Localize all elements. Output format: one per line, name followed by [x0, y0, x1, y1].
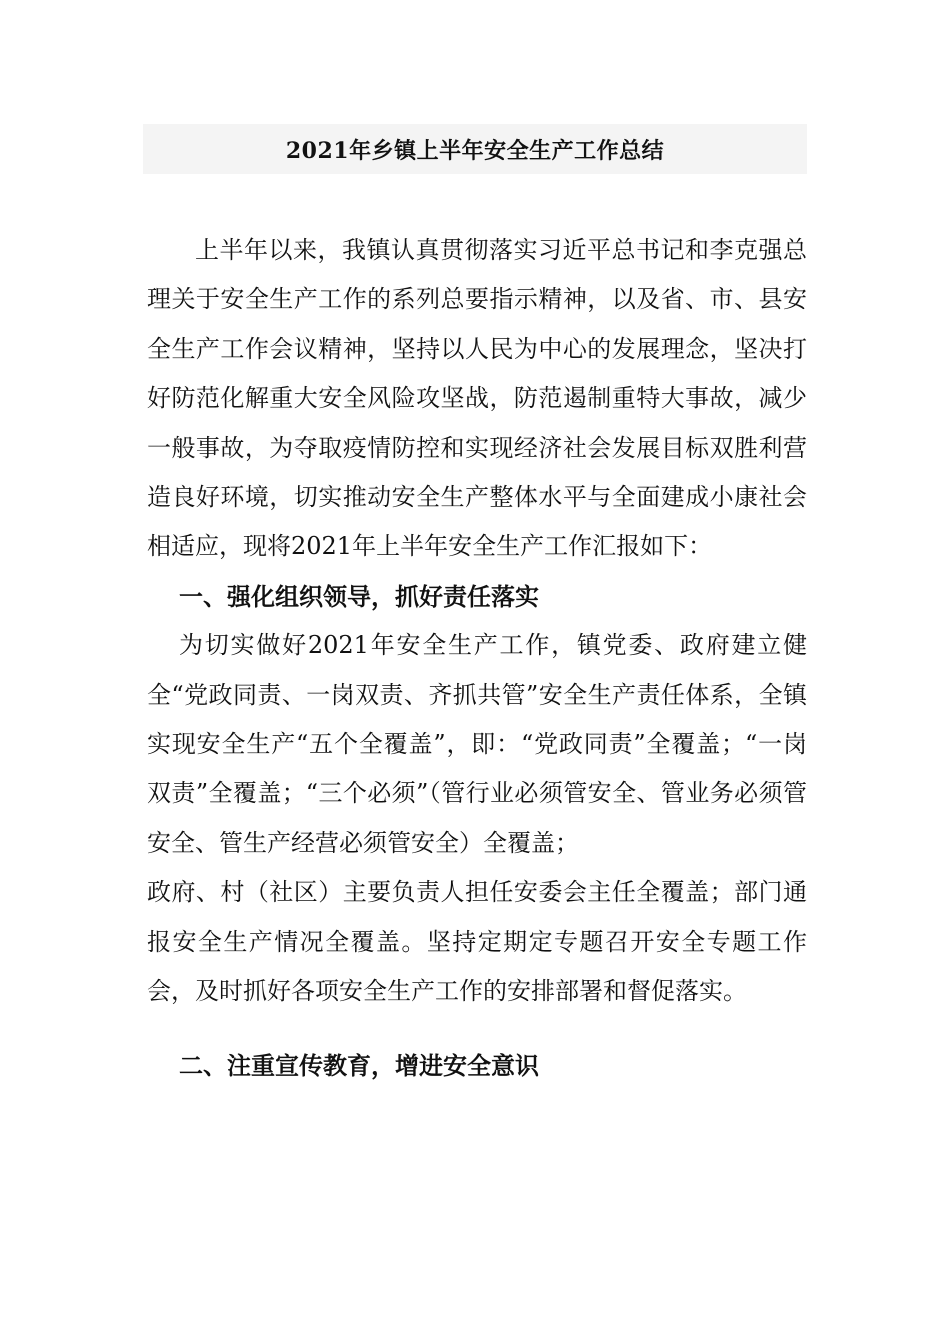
- section-2-heading: 二、注重宣传教育，增进安全意识: [179, 1050, 539, 1080]
- section-1-paragraph-continued: 政府、村（社区）主要负责人担任安委会主任全覆盖；部门通报安全生产情况全覆盖。坚持定期定专题召开安全专题工作会，及时抓好各项安全生产工作的安排部署和督促落实。: [147, 878, 807, 1006]
- title-bar: [143, 124, 807, 174]
- section-1-heading: 一、强化组织领导，抓好责任落实: [179, 581, 539, 611]
- intro-paragraph: 上半年以来，我镇认真贯彻落实习近平总书记和李克强总理关于安全生产工作的系列总要指示精神，以及省、市、县安全生产工作会议精神，坚持以人民为中心的发展理念，坚决打好防范化解重大安全风险攻坚战，防范遏制重特大事故，减少一般事故，为夺取疫情防控和实现经济社会发展目标双胜利营造良好环境，切实推动安全生产整体水平与全面建成小康社会相适应，现将2021年上半年安全生产工作汇报如下：: [147, 236, 807, 561]
- document-title: 2021年乡镇上半年安全生产工作总结: [285, 137, 665, 164]
- section-1-paragraph: 为切实做好2021年安全生产工作，镇党委、政府建立健全“党政同责、一岗双责、齐抓共管”安全生产责任体系，全镇实现安全生产“五个全覆盖”，即：“党政同责”全覆盖；“一岗双责”全覆盖；“三个必须”（管行业必须管安全、管业务必须管安全、管生产经营必须管安全）全覆盖；: [147, 631, 807, 857]
- document-body: [147, 226, 807, 1090]
